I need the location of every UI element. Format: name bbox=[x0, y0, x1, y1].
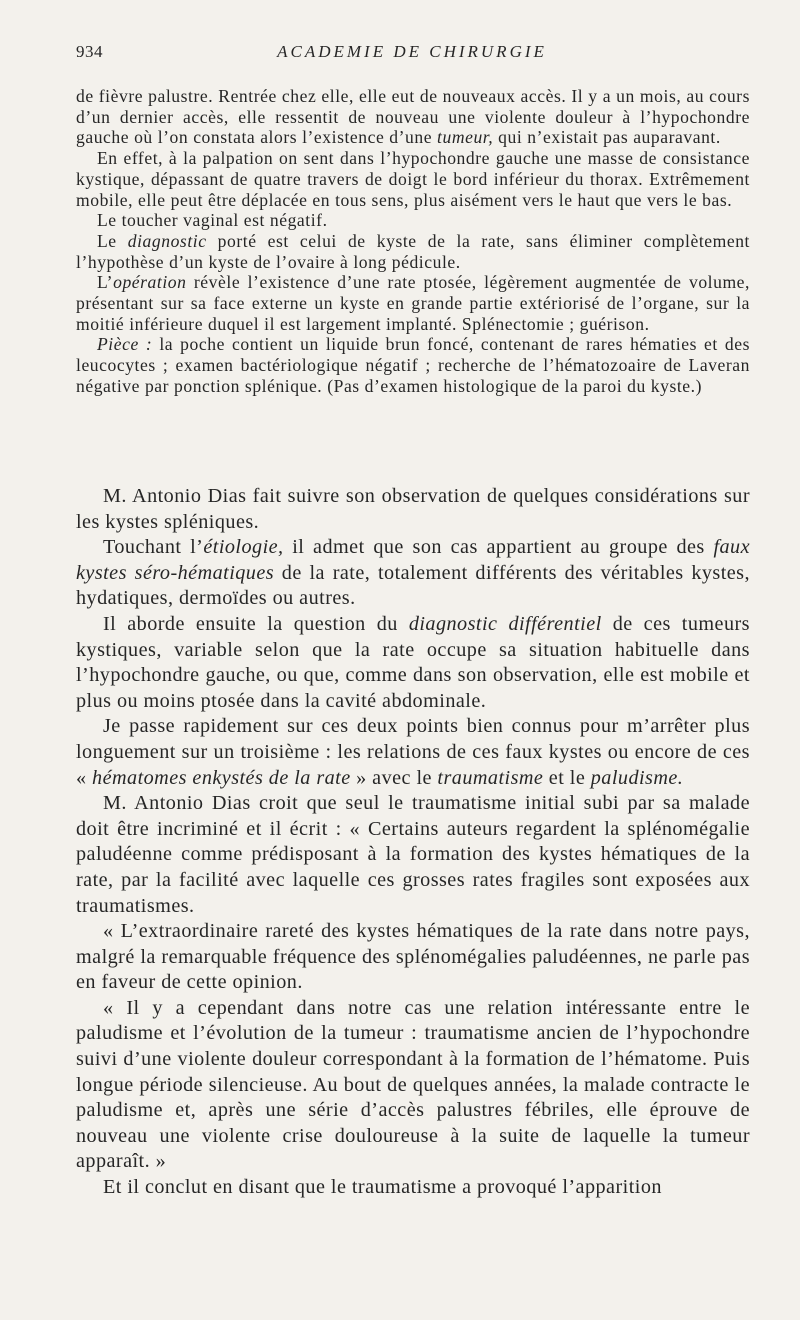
italic-term: faux kystes séro-hématiques bbox=[76, 536, 750, 584]
running-title: ACADEMIE DE CHIRURGIE bbox=[277, 42, 547, 61]
commentary-paragraph: Et il conclut en disant que le traumatisme a provoqué l’apparition bbox=[103, 1176, 662, 1199]
commentary-paragraph: M. Antonio Dias fait suivre son observation de quelques considérations sur les kystes spléniques. bbox=[76, 485, 750, 533]
text-run: qui n’existait pas auparavant. bbox=[493, 127, 721, 148]
text-run: Touchant l’ bbox=[103, 536, 204, 559]
page-header bbox=[76, 42, 748, 64]
italic-term: diagnostic bbox=[127, 230, 207, 251]
text-run: il admet que son cas appartient au groupe des bbox=[283, 536, 714, 559]
italic-term: étiologie, bbox=[203, 536, 284, 559]
commentary-paragraph: « L’extraordinaire rareté des kystes hématiques de la rate dans notre pays, malgré la remarquable fréquence des splénomégalies paludéennes, ne parle pas en faveur de cette opinion. bbox=[76, 920, 750, 994]
commentary-section bbox=[76, 484, 750, 1201]
italic-term: tumeur, bbox=[437, 127, 494, 148]
text-run: la poche contient un liquide brun foncé, contenant de rares hématies et des leucocytes ; examen bactériologique négatif ; recherche de l’hématozoaire de Laveran négative par ponction splénique. (Pas d’examen histologique de la paroi du kyste.) bbox=[76, 334, 750, 396]
observation-paragraph: En effet, à la palpation on sent dans l’hypochondre gauche une masse de consistance kystique, dépassant de quatre travers de doigt le bord inférieur du thorax. Extrêmement mobile, elle peut être déplacée en tous sens, plus aisément vers le haut que vers le bas. bbox=[76, 148, 750, 210]
italic-term: traumatisme bbox=[437, 766, 544, 789]
page-number: 934 bbox=[76, 42, 103, 61]
text-run: Je passe rapidement sur ces deux points bien connus pour m’arrêter plus longuement sur un troisième : les relations de ces faux kystes ou encore de ces « bbox=[76, 715, 750, 789]
commentary-paragraph: M. Antonio Dias croit que seul le traumatisme initial subi par sa malade doit être incriminé et il écrit : « Certains auteurs regardent la splénomégalie paludéenne comme prédisposant à la formation des kystes hématiques de la rate, par la facilité avec laquelle ces grosses rates fragiles sont exposées aux traumatismes. bbox=[76, 792, 750, 917]
commentary-paragraph bbox=[76, 612, 750, 714]
commentary-paragraph bbox=[76, 714, 750, 791]
observation-paragraph bbox=[76, 334, 750, 396]
italic-term: diagnostic différentiel bbox=[408, 612, 602, 635]
italic-term: Pièce : bbox=[97, 334, 153, 355]
commentary-paragraph: « Il y a cependant dans notre cas une relation intéressante entre le paludisme et l’évolution de la tumeur : traumatisme ancien de l’hypochondre suivi d’une violente douleur correspondant à la formation de l’hématome. Puis longue période silencieuse. Au bout de quelques années, la malade contracte le paludisme et, après une série d’accès palustres fébriles, elle éprouve de nouveau une violente crise douloureuse à la suite de laquelle la tumeur apparaît. » bbox=[76, 996, 750, 1173]
observation-paragraph bbox=[76, 272, 750, 334]
italic-term: paludisme. bbox=[590, 766, 684, 789]
italic-term: opération bbox=[113, 272, 187, 293]
text-run: porté est celui de kyste de la rate, sans éliminer complètement l’hypothèse d’un kyste de l’ovaire à long pédicule. bbox=[76, 230, 750, 272]
observation-paragraph bbox=[76, 231, 750, 272]
observation-paragraph: Le toucher vaginal est négatif. bbox=[97, 210, 328, 231]
text-run: de fièvre palustre. Rentrée chez elle, elle eut de nouveaux accès. Il y a un mois, au cours d’un dernier accès, elle ressentit de nouveau une violente douleur à l’hypochondre gauche où l’on constata alors l’existence d’une bbox=[76, 86, 750, 148]
text-run: Il aborde ensuite la question du bbox=[103, 612, 409, 635]
observation-paragraph bbox=[76, 86, 750, 148]
text-run: révèle l’existence d’une rate ptosée, légèrement augmentée de volume, présentant sur sa face externe un kyste en grande partie extériorisé de l’organe, sur la moitié inférieure duquel il est largement implanté. Splénectomie ; guérison. bbox=[76, 272, 750, 334]
text-run: Le bbox=[97, 230, 128, 251]
text-run: de ces tumeurs kystiques, variable selon que la rate occupe sa situation habituelle dans l’hypochondre gauche, ou que, comme dans son observation, elle est mobile et plus ou moins ptosée dans la cavité abdominale. bbox=[76, 612, 750, 712]
italic-term: hématomes enkystés de la rate bbox=[92, 766, 351, 789]
text-run: L’ bbox=[97, 272, 114, 293]
text-run: » avec le bbox=[350, 766, 438, 789]
observation-section bbox=[76, 86, 750, 397]
commentary-paragraph bbox=[76, 535, 750, 612]
text-run: de la rate, totalement différents des véritables kystes, hydatiques, dermoïdes ou autres. bbox=[76, 561, 750, 610]
text-run: et le bbox=[543, 766, 591, 789]
